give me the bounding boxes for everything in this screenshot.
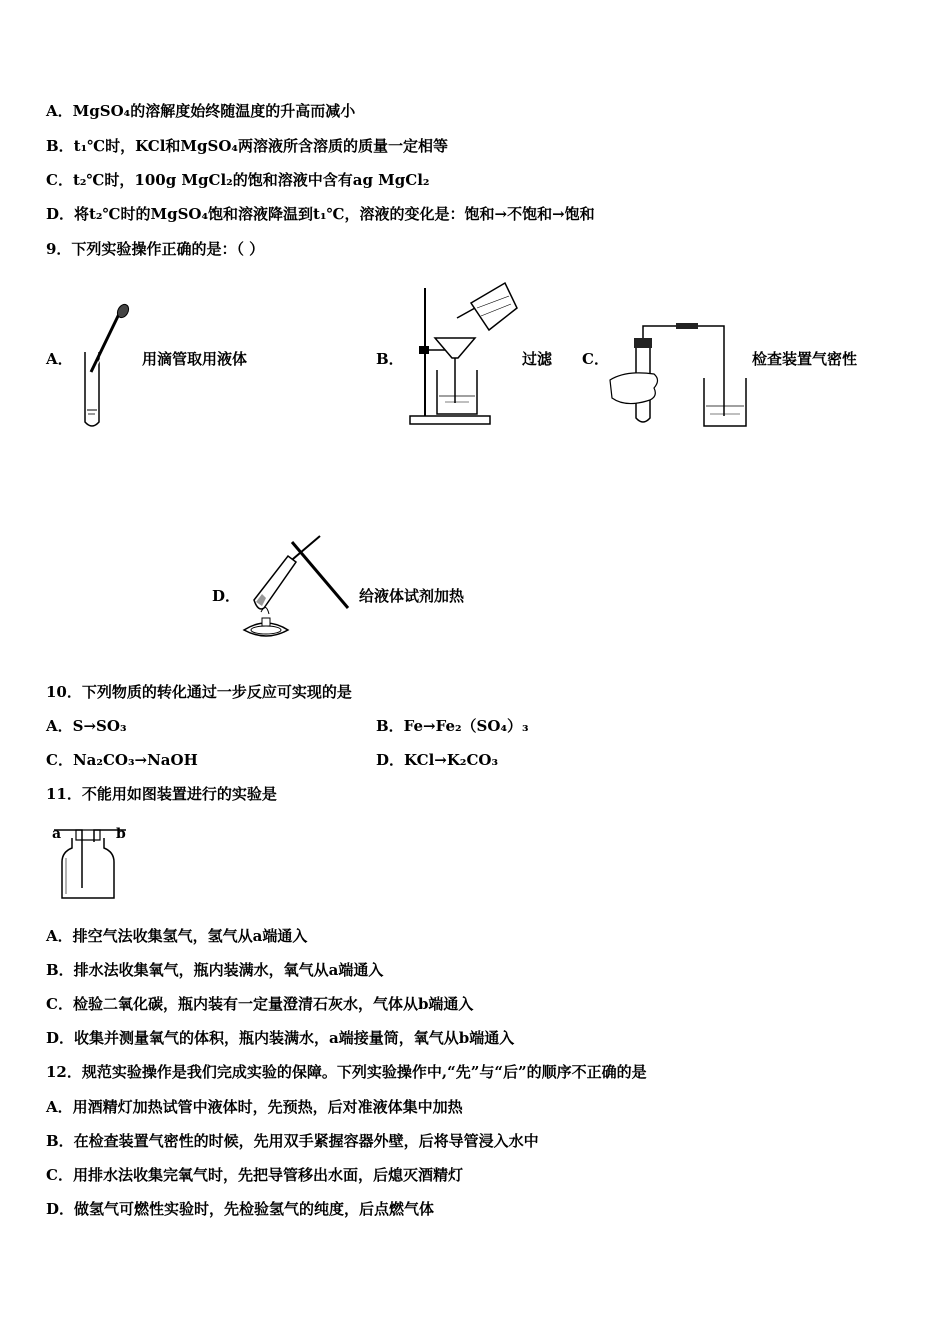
q9-c-caption: 检查装置气密性 — [752, 350, 858, 368]
filtration-illustration — [405, 278, 525, 428]
q12-option-a: A．用酒精灯加热试管中液体时，先预热，后对准液体集中加热 — [46, 1098, 463, 1116]
q8-option-d: D．将t₂℃时的MgSO₄饱和溶液降温到t₁℃，溶液的变化是：饱和→不饱和→饱和 — [46, 205, 595, 223]
q11-option-b: B．排水法收集氧气，瓶内装满水，氧气从a端通入 — [46, 961, 384, 979]
q10-option-d: D．KCl→K₂CO₃ — [376, 751, 499, 769]
q10-option-b: B．Fe→Fe₂（SO₄）₃ — [376, 717, 529, 735]
q9-b-caption: 过滤 — [522, 350, 553, 368]
q10-option-a: A．S→SO₃ — [46, 717, 127, 735]
bottle-label-a: a — [52, 826, 62, 842]
q11-stem: 11．不能用如图装置进行的实验是 — [46, 785, 277, 803]
q9-c-letter: C． — [582, 350, 609, 368]
q9-a-letter: A． — [46, 350, 73, 368]
heating-liquid-illustration — [236, 530, 361, 642]
q11-option-c: C．检验二氧化碳，瓶内装有一定量澄清石灰水，气体从b端通入 — [46, 995, 474, 1013]
q8-option-b: B．t₁℃时，KCl和MgSO₄两溶液所含溶质的质量一定相等 — [46, 137, 448, 155]
q9-a-caption: 用滴管取用液体 — [142, 350, 248, 368]
q12-option-b: B．在检查装置气密性的时候，先用双手紧握容器外壁，后将导管浸入水中 — [46, 1132, 539, 1150]
q9-b-letter: B． — [376, 350, 404, 368]
q9-d-caption: 给液体试剂加热 — [359, 587, 465, 605]
q11-option-d: D．收集并测量氧气的体积，瓶内装满水，a端接量筒，氧气从b端通入 — [46, 1029, 515, 1047]
q10-option-c: C．Na₂CO₃→NaOH — [46, 751, 198, 769]
q8-option-a: A．MgSO₄的溶解度始终随温度的升高而减小 — [46, 102, 356, 120]
q10-stem: 10．下列物质的转化通过一步反应可实现的是 — [46, 683, 352, 701]
airtightness-check-illustration — [606, 318, 751, 430]
q12-option-c: C．用排水法收集完氧气时，先把导管移出水面，后熄灭酒精灯 — [46, 1166, 463, 1184]
q9-stem: 9．下列实验操作正确的是：（ ） — [46, 240, 265, 258]
q11-option-a: A．排空气法收集氢气，氢气从a端通入 — [46, 927, 308, 945]
q8-option-c: C．t₂℃时，100g MgCl₂的饱和溶液中含有ag MgCl₂ — [46, 171, 430, 189]
dropper-tube-illustration — [75, 302, 135, 432]
q12-option-d: D．做氢气可燃性实验时，先检验氢气的纯度，后点燃气体 — [46, 1200, 435, 1218]
q12-stem: 12．规范实验操作是我们完成实验的保障。下列实验操作中,“先”与“后”的顺序不正确的是 — [46, 1063, 647, 1081]
bottle-label-b: b — [116, 826, 126, 842]
q9-d-letter: D． — [212, 587, 241, 605]
